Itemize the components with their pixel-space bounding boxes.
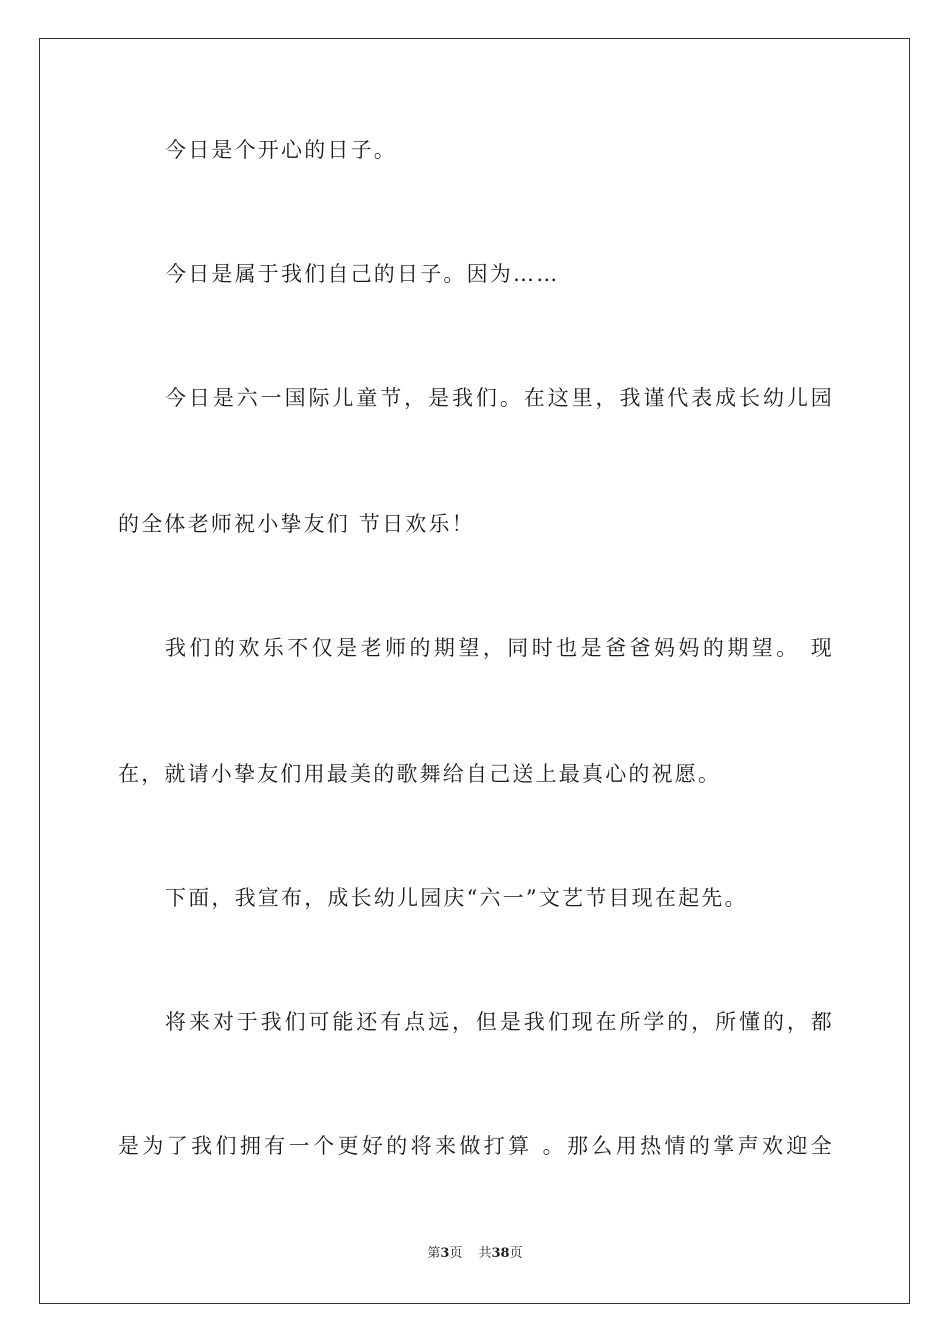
paragraph-line: 今日是属于我们自己的日子。因为…… xyxy=(165,262,560,286)
paragraph-line: 的全体老师祝小挚友们 节日欢乐！ xyxy=(118,512,475,536)
page-footer xyxy=(0,1245,950,1263)
page-prefix: 第 xyxy=(427,1246,441,1261)
page-border xyxy=(39,38,910,1304)
paragraph-line: 今日是个开心的日子。 xyxy=(165,138,397,162)
paragraph-line: 将来对于我们可能还有点远，但是我们现在所学的，所懂的，都 xyxy=(165,1010,834,1034)
total-pages: 38 xyxy=(491,1246,510,1261)
paragraph-line: 今日是六一国际儿童节，是我们。在这里，我谨代表成长幼儿园 xyxy=(165,386,834,410)
paragraph-line: 在，就请小挚友们用最美的歌舞给自己送上最真心的祝愿。 xyxy=(118,762,722,786)
paragraph-line: 是为了我们拥有一个更好的将来做打算 。那么用热情的掌声欢迎全 xyxy=(118,1134,834,1158)
paragraph-line: 下面，我宣布，成长幼儿园庆“六一”文艺节目现在起先。 xyxy=(165,886,748,910)
total-prefix: 共 xyxy=(478,1246,492,1261)
page-number: 3 xyxy=(440,1246,450,1261)
paragraph-line: 我们的欢乐不仅是老师的期望，同时也是爸爸妈妈的期望。 现 xyxy=(165,636,834,660)
total-suffix: 页 xyxy=(509,1246,523,1261)
page-suffix: 页 xyxy=(449,1246,463,1261)
